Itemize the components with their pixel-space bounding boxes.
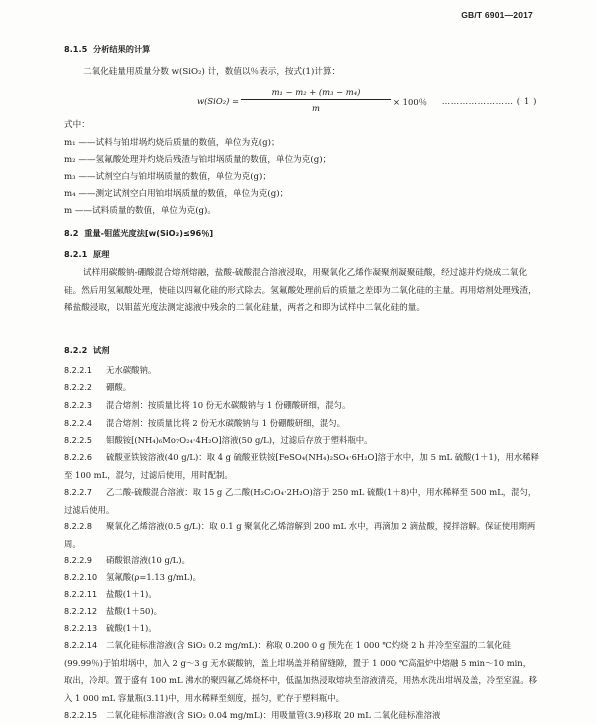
variable-definition: m₄ ——测定试剂空白用铂坩埚质量的数值，单位为克(g)； bbox=[64, 189, 289, 199]
reagent-item bbox=[64, 637, 539, 707]
item-number: 8.2.2.7 bbox=[64, 488, 92, 497]
formula-lhs: w(SiO₂) = bbox=[197, 96, 240, 106]
section-title: 分析结果的计算 bbox=[93, 44, 151, 54]
item-number: 8.2.2.4 bbox=[64, 419, 92, 428]
item-text: 混合熔剂：按质量比将 2 份无水碳酸钠与 1 份硼酸研细，混匀。 bbox=[106, 418, 346, 428]
section-title: 重量-钼蓝光度法[w(SiO₂)≤96％] bbox=[84, 228, 214, 238]
reagent-item bbox=[64, 362, 539, 380]
reagent-item bbox=[64, 518, 539, 553]
item-text: 硫酸亚铁铵溶液(40 g/L)：取 4 g 硫酸亚铁铵[FeSO₄(NH₄)₂SO₄·6H₂O]溶于水中，加 5 mL 硫酸(1＋1)，用水稀释至 100 mL，混匀，过滤后使用，用时配制。 bbox=[64, 452, 539, 480]
item-number: 8.2.2.6 bbox=[64, 453, 92, 462]
item-number: 8.2.2.9 bbox=[64, 556, 92, 565]
reagent-item bbox=[64, 379, 539, 397]
reagent-item bbox=[64, 432, 539, 450]
variable-definition: m₂ ——氢氟酸处理并灼烧后残渣与铂坩埚质量的数值，单位为克(g)； bbox=[64, 155, 332, 165]
section-number: 8.1.5 bbox=[64, 44, 88, 54]
item-text: 盐酸(1＋50)。 bbox=[106, 606, 163, 616]
item-text: 二氧化硅标准溶液(含 SiO₂ 0.04 mg/mL)：用吸量管(3.9)移取 20 mL 二氧化硅标准溶液 bbox=[106, 710, 441, 720]
reagent-item bbox=[64, 569, 539, 587]
item-text: 乙二酸-硫酸混合溶液：取 15 g 乙二酸(H₂C₂O₄·2H₂O)溶于 250 mL 硫酸(1＋8)中，用水稀释至 500 mL，混匀，过滤后使用。 bbox=[64, 487, 537, 515]
formula-denominator: m bbox=[312, 103, 320, 113]
reagent-item bbox=[64, 603, 539, 621]
reagent-item bbox=[64, 415, 539, 433]
item-text: 硼酸。 bbox=[106, 382, 132, 392]
formula-multiplier: × 100％ bbox=[393, 97, 428, 107]
formula-numerator: m₁ − m₂ + (m₃ − m₄) bbox=[241, 87, 391, 100]
item-text: 聚氧化乙烯溶液(0.5 g/L)：取 0.1 g 聚氧化乙烯溶解到 200 mL 水中，再滴加 2 滴盐酸，搅拌溶解。保证使用期两周。 bbox=[64, 521, 536, 549]
reagent-item bbox=[64, 707, 539, 725]
item-text: 无水碳酸钠。 bbox=[106, 365, 157, 375]
calculation-intro: 二氧化硅量用质量分数 w(SiO₂) 计，数值以％表示，按式(1)计算： bbox=[83, 67, 341, 77]
variable-definition: m₁ ——试料与铂坩埚灼烧后质量的数值，单位为克(g)； bbox=[64, 138, 280, 148]
item-number: 8.2.2.2 bbox=[64, 383, 92, 392]
item-text: 混合熔剂：按质量比将 10 份无水碳酸钠与 1 份硼酸研细，混匀。 bbox=[106, 400, 351, 410]
item-number: 8.2.2.1 bbox=[64, 366, 92, 375]
variable-definition: m ——试料质量的数值，单位为克(g)。 bbox=[64, 206, 216, 216]
section-number: 8.2.2 bbox=[64, 345, 88, 355]
formula-1 bbox=[197, 87, 537, 121]
reagent-item bbox=[64, 449, 539, 484]
formula-fraction bbox=[241, 87, 391, 113]
standard-code-header: GB/T 6901—2017 bbox=[461, 10, 533, 20]
item-text: 硫酸(1＋1)。 bbox=[106, 623, 157, 633]
reagent-item bbox=[64, 552, 539, 570]
item-number: 8.2.2.13 bbox=[64, 624, 98, 633]
where-label: 式中： bbox=[64, 120, 90, 130]
item-text: 二氧化硅标准溶液(含 SiO₂ 0.2 mg/mL)：称取 0.200 0 g 预先在 1 000 ℃灼烧 2 h 并冷至室温的二氧化硅(99.99％)于铂坩埚中，加入 2 g～3 g 无水碳酸钠，盖上坩埚盖并稍留缝隙，置于 1 000 ℃高温炉中熔融 5 min～10 min，取出，冷却。置于盛有 100 mL 沸水的聚四氟乙烯烧杯中，低温加热浸取熔块至溶液清亮，用热水洗出坩埚及盖，冷至室温。移入 1 000 mL 容量瓶(3.11)中，用水稀释至刻度，摇匀，贮存于塑料瓶中。 bbox=[64, 640, 537, 703]
formula-equation-number: …………………… ( 1 ) bbox=[441, 96, 537, 106]
reagent-item bbox=[64, 620, 539, 638]
section-number: 8.2.1 bbox=[64, 249, 88, 259]
item-number: 8.2.2.15 bbox=[64, 711, 98, 720]
section-8-2-2-heading bbox=[64, 345, 109, 356]
item-number: 8.2.2.12 bbox=[64, 607, 98, 616]
reagent-item bbox=[64, 484, 539, 519]
section-number: 8.2 bbox=[64, 228, 79, 238]
reagent-item bbox=[64, 586, 539, 604]
item-text: 硝酸银溶液(10 g/L)。 bbox=[106, 555, 190, 565]
section-8-2-1-heading bbox=[64, 249, 109, 260]
section-title: 试剂 bbox=[93, 345, 110, 355]
section-title: 原理 bbox=[93, 249, 110, 259]
item-text: 盐酸(1＋1)。 bbox=[106, 589, 157, 599]
item-text: 氢氟酸(ρ=1.13 g/mL)。 bbox=[106, 572, 201, 582]
reagent-item bbox=[64, 397, 539, 415]
item-number: 8.2.2.10 bbox=[64, 573, 98, 582]
variable-definition: m₃ ——试剂空白与铂坩埚质量的数值，单位为克(g)； bbox=[64, 172, 272, 182]
item-number: 8.2.2.14 bbox=[64, 641, 98, 650]
item-number: 8.2.2.3 bbox=[64, 401, 92, 410]
item-number: 8.2.2.5 bbox=[64, 436, 92, 445]
item-text: 钼酸铵[(NH₄)₆Mo₇O₂₄·4H₂O]溶液(50 g/L)，过滤后存放于塑料瓶中。 bbox=[106, 435, 373, 445]
section-8-2-heading bbox=[64, 228, 213, 239]
principle-paragraph: 试样用碳酸钠-硼酸混合熔剂熔融，盐酸-硫酸混合溶液浸取，用聚氧化乙烯作凝聚剂凝聚硅酸，经过滤并灼烧成二氧化硅。然后用氢氟酸处理，使硅以四氟化硅的形式除去。氢氟酸处理前后的质量之差即为二氧化硅的主量。再用熔剂处理残渣，稀盐酸浸取，以钼蓝光度法测定滤液中残余的二氧化硅量，两者之和即为试样中二氧化硅的量。 bbox=[64, 268, 537, 314]
section-8-1-5-heading bbox=[64, 44, 150, 55]
item-number: 8.2.2.8 bbox=[64, 522, 92, 531]
item-number: 8.2.2.11 bbox=[64, 590, 98, 599]
